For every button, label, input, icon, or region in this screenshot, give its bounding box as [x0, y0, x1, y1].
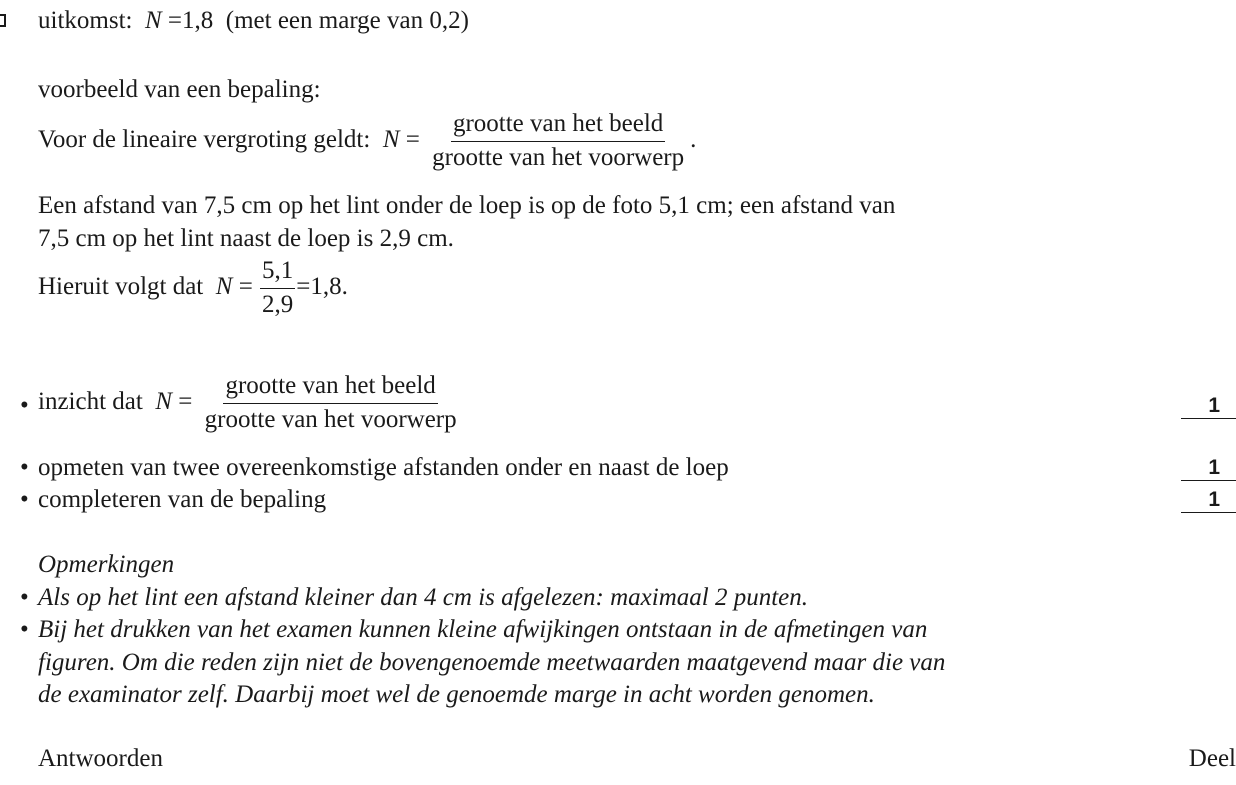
uitkomst-var: N	[144, 7, 162, 34]
formula-eq: =	[405, 125, 420, 153]
opmerking-2-line-2: figuren. Om die reden zijn niet de bovengenoemde meetwaarden maatgevend maar die van	[38, 649, 946, 676]
opmerking-1-line-1: Als op het lint een afstand kleiner dan 4 cm is afgelezen: maximaal 2 punten.	[38, 584, 808, 611]
opmerkingen-title: Opmerkingen	[38, 551, 175, 578]
criterion-2-text: opmeten van twee overeenkomstige afstanden onder en naast de loep	[38, 454, 729, 481]
formula-var: N	[382, 125, 400, 153]
formula-numerator: grootte van het beeld	[451, 110, 665, 142]
formula-fraction	[430, 110, 686, 173]
opmerking-2-line-1: Bij het drukken van het examen kunnen kleine afwijkingen ontstaan in de afmetingen van	[38, 616, 928, 643]
footer-left: Antwoorden	[38, 745, 163, 772]
footer-right: Deel	[1188, 745, 1236, 772]
uitkomst-eq: =	[167, 7, 183, 34]
opmerking-1-bullet: •	[20, 584, 29, 611]
criterion-1-denominator: grootte van het voorwerp	[204, 405, 457, 433]
criterion-1-score: 1	[1181, 393, 1236, 419]
hieruit-result: =1,8.	[296, 272, 348, 300]
formula-line	[38, 110, 696, 173]
uitkomst-value: 1,8	[182, 7, 214, 34]
formula-denominator: grootte van het voorwerp	[432, 143, 685, 171]
voorbeeld-label: voorbeeld van een bepaling:	[38, 76, 321, 103]
uitkomst-label: uitkomst:	[38, 7, 133, 34]
hieruit-eq: =	[238, 272, 253, 300]
formula-prefix: Voor de lineaire vergroting geldt:	[38, 125, 371, 153]
uitkomst-margin: (met een marge van 0,2)	[225, 7, 469, 34]
afstand-line-2: 7,5 cm op het lint naast de loep is 2,9 cm.	[38, 225, 454, 252]
hieruit-numerator: 5,1	[260, 257, 295, 289]
hieruit-prefix: Hieruit volgt dat	[38, 272, 204, 300]
opmerking-2-line-3: de examinator zelf. Daarbij moet wel de genoemde marge in acht worden genomen.	[38, 681, 875, 708]
criterion-2-score: 1	[1181, 455, 1236, 481]
hieruit-fraction	[260, 257, 295, 320]
afstand-line-1: Een afstand van 7,5 cm op het lint onder de loep is op de foto 5,1 cm; een afstand van	[38, 192, 896, 219]
criterion-1-fraction	[203, 372, 459, 435]
opmerking-2-bullet: •	[20, 616, 29, 643]
criterion-1-bullet: •	[20, 392, 29, 419]
criterion-1-numerator: grootte van het beeld	[223, 372, 437, 404]
criterion-3-bullet: •	[20, 486, 29, 513]
hieruit-var: N	[215, 272, 233, 300]
criterion-1-eq: =	[178, 387, 193, 415]
criterion-1-prefix: inzicht dat	[38, 387, 143, 415]
formula-suffix: .	[690, 125, 697, 153]
checkbox-icon[interactable]	[0, 14, 6, 27]
uitkomst-line	[38, 5, 469, 36]
criterion-2-bullet: •	[20, 454, 29, 481]
criterion-3-score: 1	[1181, 487, 1236, 513]
hieruit-line	[38, 257, 348, 320]
criterion-3-text: completeren van de bepaling	[38, 486, 327, 513]
hieruit-denominator: 2,9	[262, 290, 294, 318]
criterion-1-var: N	[155, 387, 173, 415]
criterion-1	[38, 372, 463, 435]
